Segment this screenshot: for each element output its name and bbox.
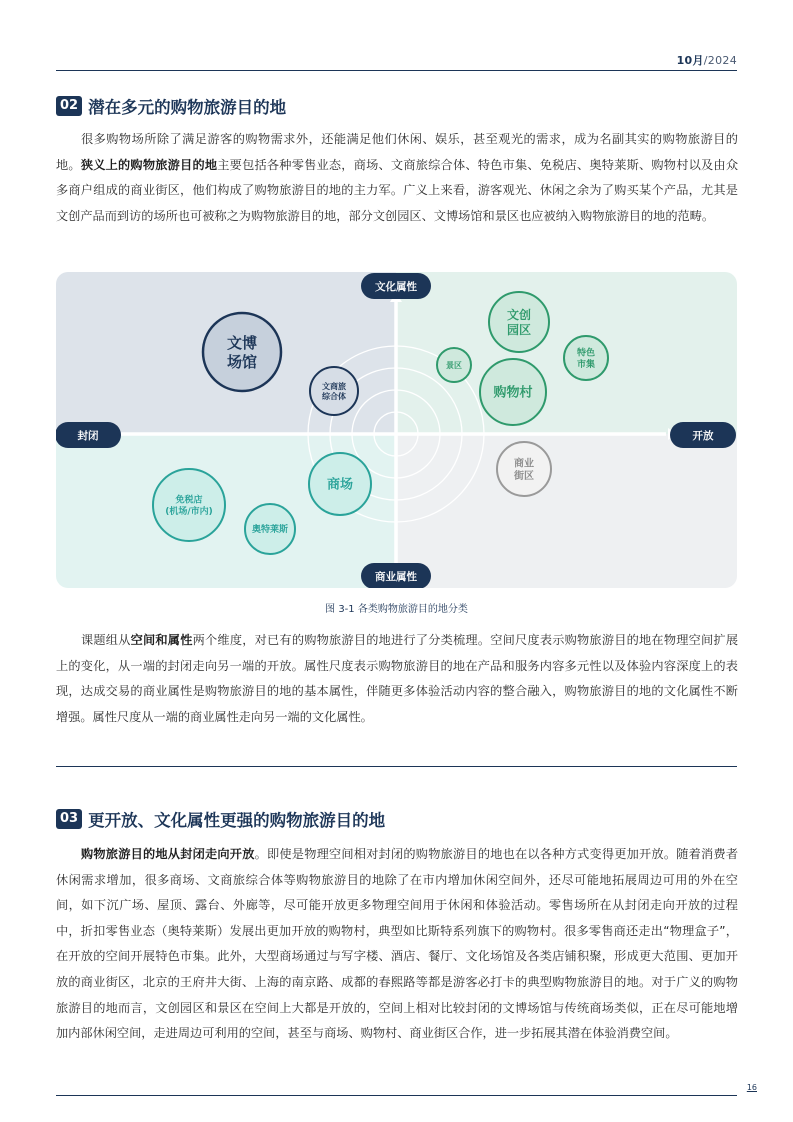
bubble-market-label: 特色 xyxy=(576,348,596,359)
bubble-mall-label: 商场 xyxy=(326,477,354,493)
bubble-mall xyxy=(309,453,371,515)
text-run: 很多购物场所除了满足游客的购物需求外，还能满足他们休闲、娱乐，甚至观光的需求，成为名副其实的购物旅游目的地。 xyxy=(56,132,738,172)
bubble-museum xyxy=(203,313,281,391)
header-rule xyxy=(56,70,737,71)
bubble-market xyxy=(564,336,608,380)
text-run: 两个维度，对已有的购物旅游目的地进行了分类梳理。空间尺度表示购物旅游目的地在物理空间扩展上的变化，从一端的封闭走向另一端的开放。属性尺度表示购物旅游目的地在产品和服务内容多元性以及体验内容深度上的表现，达成交易的商业属性是购物旅游目的地的基本属性，伴随更多体验活动内容的整合融入，购物旅游目的地的文化属性不断增强。属性尺度从一端的商业属性走向另一端的文化属性。 xyxy=(56,633,739,724)
bubble-creative-park xyxy=(489,292,549,352)
bubble-cultural-complex-label: 文商旅 xyxy=(322,381,346,391)
axis-label-commercial-text: 商业属性 xyxy=(375,571,417,583)
bubble-commercial-street xyxy=(497,442,551,496)
section-3-number: 03 xyxy=(56,809,82,829)
bubble-shopping-village xyxy=(480,359,546,425)
header-date xyxy=(677,52,737,68)
section-2-title: 潜在多元的购物旅游目的地 xyxy=(88,98,287,117)
section-divider xyxy=(56,766,737,767)
section-3-title: 更开放、文化属性更强的购物旅游目的地 xyxy=(88,811,386,830)
axis-label-closed-text: 封闭 xyxy=(77,430,99,442)
bold-phrase: 购物旅游目的地从封闭走向开放 xyxy=(81,847,255,861)
text-run: 课题组从 xyxy=(81,633,131,647)
bubble-shopping-village-label: 购物村 xyxy=(493,385,533,401)
bubble-duty-free xyxy=(153,469,225,541)
footer-rule xyxy=(56,1095,737,1096)
axis-label-cultural-text: 文化属性 xyxy=(375,281,417,293)
header-month: 10月 xyxy=(676,54,704,67)
axis-label-cultural xyxy=(361,273,431,299)
axis-label-open-text: 开放 xyxy=(692,430,714,442)
text-run: 主要包括各种零售业态，商场、文商旅综合体、特色市集、免税店、奥特莱斯、购物村以及由众多商户组成的商业街区，他们构成了购物旅游目的地的主力军。广义上来看，游客观光、休闲之余为了购买某个产品，尤其是文创产品而到访的场所也可被称之为购物旅游目的地，部分文创园区、文博场馆和景区也应被纳入购物旅游目的地的范畴。 xyxy=(56,157,739,223)
axis-label-commercial xyxy=(361,563,431,588)
bubble-duty-free-label: 免税店 xyxy=(175,495,203,506)
section-2-heading xyxy=(56,94,286,118)
bubble-scenic xyxy=(437,348,471,382)
bold-phrase: 狭义上的购物旅游目的地 xyxy=(80,157,218,172)
bubble-cultural-complex-label: 综合体 xyxy=(322,391,346,401)
bubble-commercial-street-label: 街区 xyxy=(514,470,534,482)
text-run: 。即使是物理空间相对封闭的购物旅游目的地也在以各种方式变得更加开放。随着消费者休闲需求增加，很多商场、文商旅综合体等购物旅游目的地除了在市内增加休闲空间外，还尽可能地拓展周边可用的外在空间，如下沉广场、屋顶、露台、外廊等，尽可能开放更多物理空间用于休闲和体验活动。零售场所在从封闭走向开放的过程中，折扣零售业态（奥特莱斯）发展出更加开放的购物村，典型如比斯特系列旗下的购物村。很多零售商还走出“物理盒子”，在开放的空间开展特色市集。此外，大型商场通过与写字楼、酒店、餐厅、文化场馆及各类店铺积聚，形成更大范围、更加开放的商业街区，北京的王府井大街、上海的南京路、成都的春熙路等都是游客必打卡的典型购物旅游目的地。对于广义的购物旅游目的地而言，文创园区和景区在空间上大都是开放的，空间上相对比较封闭的文博场馆与传统商场类似，正在尽可能地增加内部休闲空间，走进周边可利用的空间，甚至与商场、购物村、商业街区合作，进一步拓展其潜在体验消费空间。 xyxy=(56,847,739,1041)
bubble-outlets-label: 奥特莱斯 xyxy=(251,525,289,536)
bubble-museum-label: 场馆 xyxy=(226,352,258,371)
bubble-duty-free-label: (机场/市内) xyxy=(165,506,213,517)
section-2-number: 02 xyxy=(56,96,82,116)
bubble-scenic-label: 景区 xyxy=(446,360,462,370)
section-3-heading xyxy=(56,807,385,831)
classification-chart xyxy=(56,272,737,588)
bold-phrase: 空间和属性 xyxy=(130,633,193,647)
bubble-creative-park-label: 园区 xyxy=(506,322,532,337)
bubble-creative-park-label: 文创 xyxy=(506,307,532,322)
bubble-commercial-street-label: 商业 xyxy=(514,458,534,470)
axis-label-open xyxy=(670,422,736,448)
bubble-market-label: 市集 xyxy=(576,359,596,370)
bubble-museum-label: 文博 xyxy=(226,334,258,353)
bubble-cultural-complex xyxy=(310,367,358,415)
section-2-paragraph-1 xyxy=(56,127,738,229)
quadrant-open-commercial xyxy=(396,434,737,588)
section-3-paragraph-1 xyxy=(56,842,738,1047)
classification-chart-svg xyxy=(56,272,737,588)
figure-caption: 图 3-1 各类购物旅游目的地分类 xyxy=(325,604,468,615)
bubble-outlets xyxy=(245,504,295,554)
axis-label-closed xyxy=(56,422,121,448)
section-2-paragraph-2 xyxy=(56,628,738,730)
page-number: 16 xyxy=(746,1083,757,1092)
header-year: /2024 xyxy=(703,54,737,67)
